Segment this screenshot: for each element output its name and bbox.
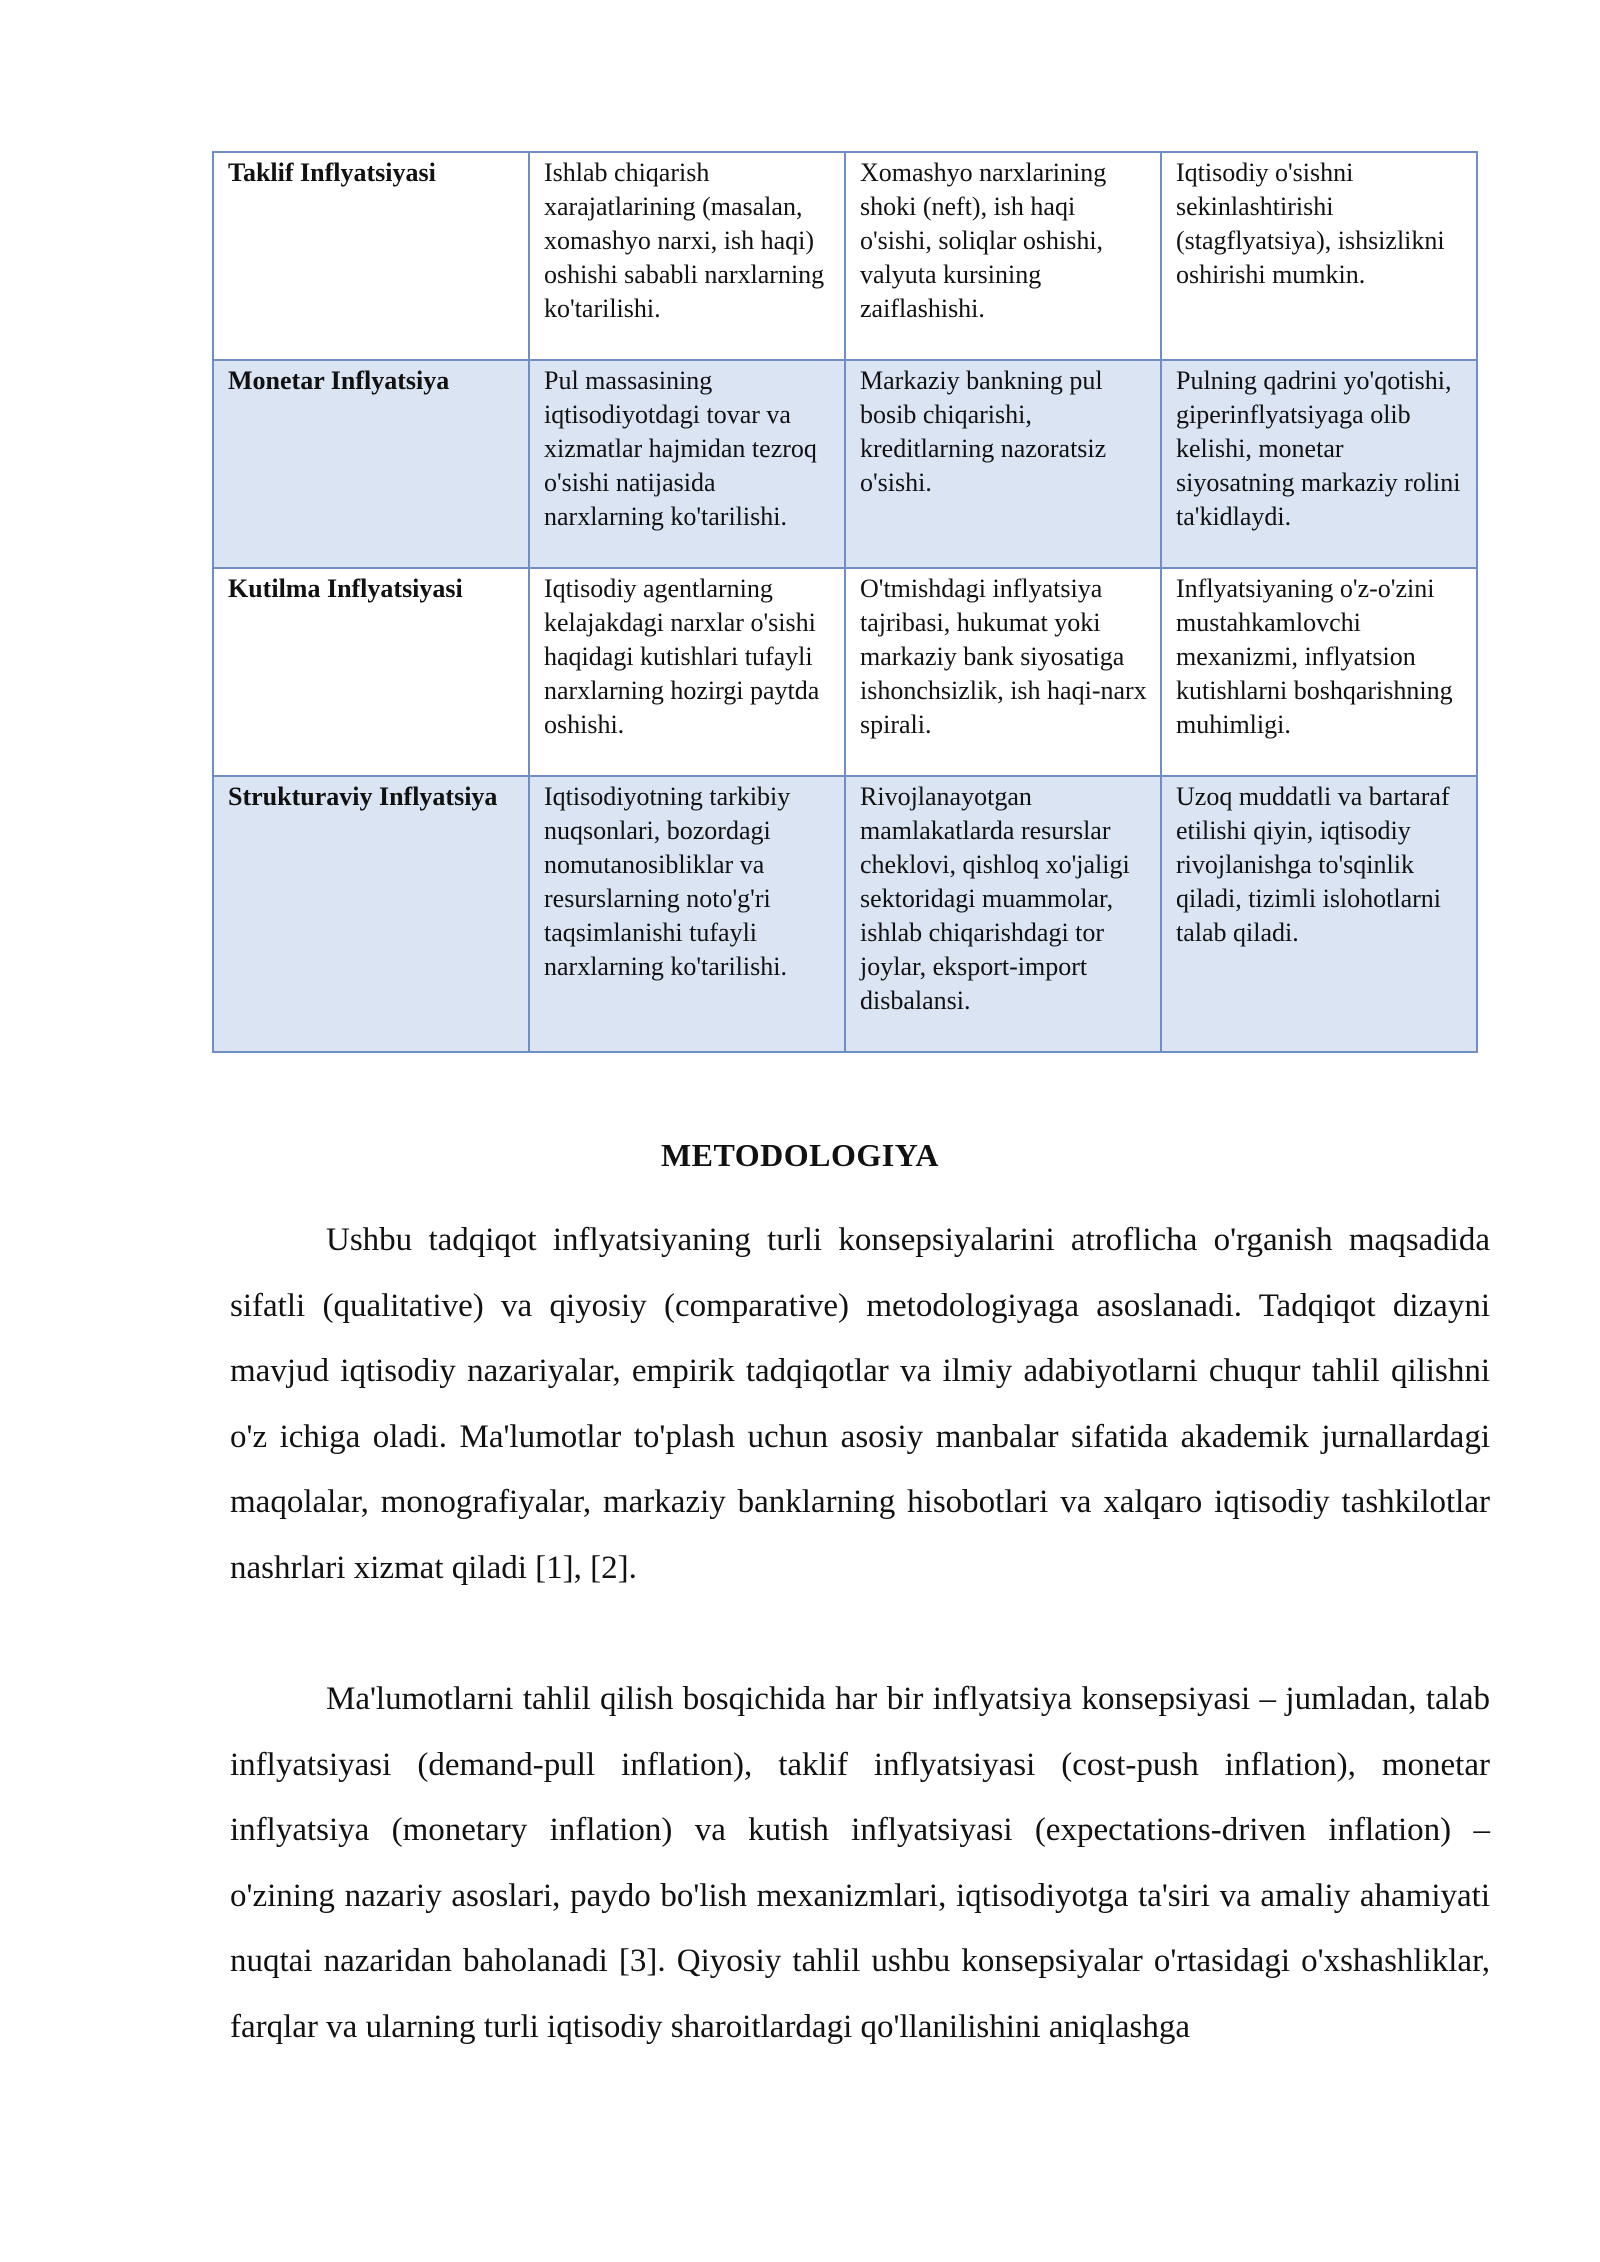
- table-cell-causes: Markaziy bankning pul bosib chiqarishi, kreditlarning nazoratsiz o'sishi.: [845, 360, 1161, 568]
- table-cell-causes: Xomashyo narxlarining shoki (neft), ish haqi o'sishi, soliqlar oshishi, valyuta kursining zaiflashishi.: [845, 152, 1161, 360]
- table-row: [213, 776, 1477, 1052]
- table-cell-type: Kutilma Inflyatsiyasi: [213, 568, 529, 776]
- table-cell-causes: Rivojlanayotgan mamlakatlarda resurslar cheklovi, qishloq xo'jaligi sektoridagi muammolar, ishlab chiqarishdagi tor joylar, eksport-import disbalansi.: [845, 776, 1161, 1052]
- table-cell-effects: Inflyatsiyaning o'z-o'zini mustahkamlovchi mexanizmi, inflyatsion kutishlarni boshqarishning muhimligi.: [1161, 568, 1477, 776]
- table-cell-causes: O'tmishdagi inflyatsiya tajribasi, hukumat yoki markaziy bank siyosatiga ishonchsizlik, ish haqi-narx spirali.: [845, 568, 1161, 776]
- inflation-types-table: [212, 151, 1478, 1053]
- body-paragraph: [230, 1208, 1490, 1601]
- table-cell-definition: Iqtisodiy agentlarning kelajakdagi narxlar o'sishi haqidagi kutishlari tufayli narxlarning hozirgi paytda oshishi.: [529, 568, 845, 776]
- table-cell-effects: Iqtisodiy o'sishni sekinlashtirishi (stagflyatsiya), ishsizlikni oshirishi mumkin.: [1161, 152, 1477, 360]
- table-cell-effects: Uzoq muddatli va bartaraf etilishi qiyin, iqtisodiy rivojlanishga to'sqinlik qiladi, tizimli islohotlarni talab qiladi.: [1161, 776, 1477, 1052]
- table-cell-definition: Iqtisodiyotning tarkibiy nuqsonlari, bozordagi nomutanosibliklar va resurslarning noto'g'ri taqsimlanishi tufayli narxlarning ko'tarilishi.: [529, 776, 845, 1052]
- paragraph-text: Ma'lumotlarni tahlil qilish bosqichida har bir inflyatsiya konsepsiyasi – jumladan, talab inflyatsiyasi (demand-pull inflation), taklif inflyatsiyasi (cost-push inflation), monetar inflyatsiya (monetary inflation) va kutish inflyatsiyasi (expectations-driven inflation) – o'zining nazariy asoslari, paydo bo'lish mexanizmlari, iqtisodiyotga ta'siri va amaliy ahamiyati nuqtai nazaridan baholanadi [3]. Qiyosiy tahlil ushbu konsepsiyalar o'rtasidagi o'xshashliklar, farqlar va ularning turli iqtisodiy sharoitlardagi qo'llanilishini aniqlashga: [230, 1681, 1490, 2045]
- table-cell-effects: Pulning qadrini yo'qotishi, giperinflyatsiyaga olib kelishi, monetar siyosatning markaziy rolini ta'kidlaydi.: [1161, 360, 1477, 568]
- paragraph-text: Ushbu tadqiqot inflyatsiyaning turli konsepsiyalarini atroflicha o'rganish maqsadida sifatli (qualitative) va qiyosiy (comparative) metodologiyaga asoslanadi. Tadqiqot dizayni mavjud iqtisodiy nazariyalar, empirik tadqiqotlar va ilmiy adabiyotlarni chuqur tahlil qilishni o'z ichiga oladi. Ma'lumotlar to'plash uchun asosiy manbalar sifatida akademik jurnallardagi maqolalar, monografiyalar, markaziy banklarning hisobotlari va xalqaro iqtisodiy tashkilotlar nashrlari xizmat qiladi [1], [2].: [230, 1222, 1490, 1586]
- table-cell-type: Monetar Inflyatsiya: [213, 360, 529, 568]
- body-paragraph: [230, 1667, 1490, 2060]
- table-cell-definition: Pul massasining iqtisodiyotdagi tovar va xizmatlar hajmidan tezroq o'sishi natijasida narxlarning ko'tarilishi.: [529, 360, 845, 568]
- table-cell-definition: Ishlab chiqarish xarajatlarining (masalan, xomashyo narxi, ish haqi) oshishi sababli narxlarning ko'tarilishi.: [529, 152, 845, 360]
- table-cell-type: Taklif Inflyatsiyasi: [213, 152, 529, 360]
- section-heading: METODOLOGIYA: [660, 1137, 940, 1173]
- table-row: [213, 152, 1477, 360]
- table-row: [213, 568, 1477, 776]
- table-row: [213, 360, 1477, 568]
- table-cell-type: Strukturaviy Inflyatsiya: [213, 776, 529, 1052]
